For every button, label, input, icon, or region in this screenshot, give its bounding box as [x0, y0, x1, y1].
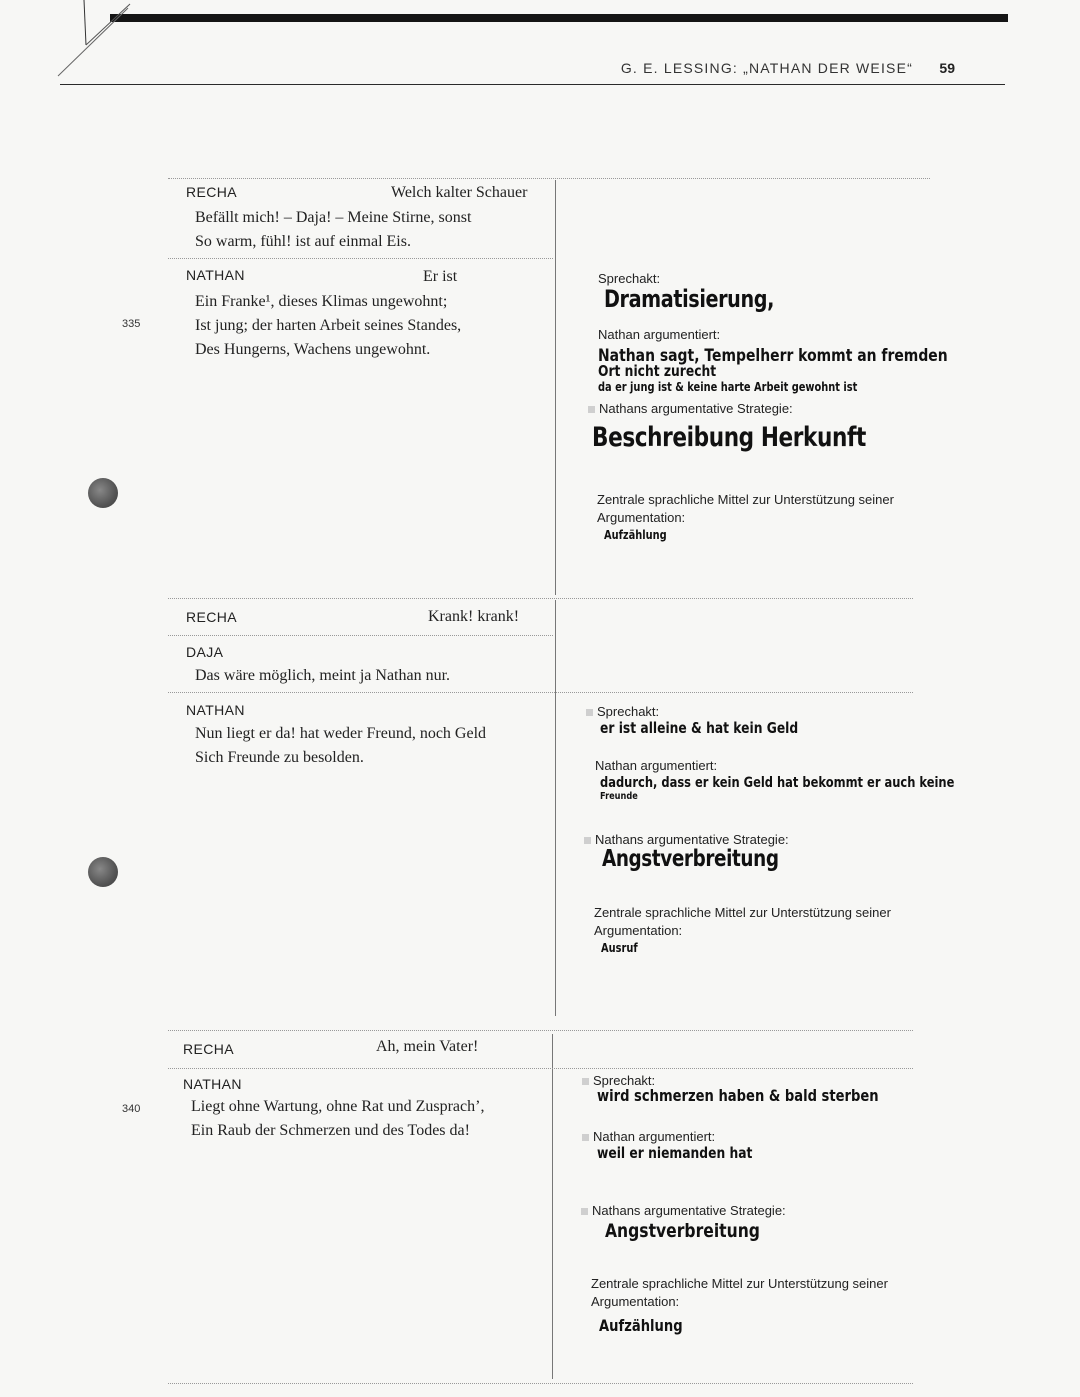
header-title: G. E. LESSING: „NATHAN DER WEISE“ — [620, 60, 913, 76]
nathan-cue: Er ist — [423, 268, 458, 285]
answer-strategie[interactable]: Beschreibung Herkunft — [592, 422, 866, 453]
speaker-nathan: NATHAN — [186, 702, 245, 718]
label-sprechakt: Sprechakt: — [598, 271, 661, 286]
page-number: 59 — [939, 60, 955, 76]
label-argumentiert: Nathan argumentiert: — [595, 758, 718, 773]
answer-sprechakt[interactable]: er ist alleine & hat kein Geld — [600, 719, 799, 737]
speaker-recha: RECHA — [183, 1041, 235, 1057]
daja-line: Das wäre möglich, meint ja Nathan nur. — [195, 667, 451, 684]
answer-argumentiert[interactable]: da er jung ist & keine harte Arbeit gewohnt ist — [598, 380, 858, 394]
answer-argumentiert[interactable]: Freunde — [600, 791, 638, 802]
recha-line: So warm, fühl! ist auf einmal Eis. — [195, 233, 411, 250]
label-mittel: Zentrale sprachliche Mittel zur Unterstützung seiner Argumentation: — [591, 1276, 888, 1309]
separator — [168, 1068, 913, 1069]
column-divider — [555, 600, 556, 1016]
nathan-line: Des Hungerns, Wachens ungewohnt. — [195, 341, 431, 358]
answer-argumentiert[interactable]: dadurch, dass er kein Geld hat bekommt er auch keine — [600, 775, 955, 791]
recha-cue: Welch kalter Schauer — [391, 184, 528, 201]
label-mittel: Zentrale sprachliche Mittel zur Unterstützung seiner Argumentation: — [597, 492, 894, 525]
answer-sprechakt[interactable]: wird schmerzen haben & bald sterben — [597, 1086, 879, 1105]
answer-mittel[interactable]: Aufzählung — [599, 1316, 683, 1335]
answer-mittel[interactable]: Aufzählung — [604, 528, 667, 542]
separator — [168, 178, 930, 179]
answer-argumentiert[interactable]: Nathan sagt, Tempelherr kommt an fremden — [598, 346, 948, 366]
punch-hole — [88, 857, 118, 887]
separator — [168, 635, 553, 636]
line-number: 340 — [122, 1103, 141, 1115]
separator — [168, 1030, 913, 1031]
separator — [168, 258, 553, 259]
answer-argumentiert[interactable]: weil er niemanden hat — [597, 1144, 753, 1162]
recha-cue: Ah, mein Vater! — [376, 1038, 479, 1055]
label-strategie: Nathans argumentative Strategie: — [581, 1202, 786, 1220]
label-strategie: Nathans argumentative Strategie: — [584, 831, 789, 849]
speaker-nathan: NATHAN — [186, 267, 245, 283]
answer-sprechakt[interactable]: Dramatisierung, — [604, 285, 774, 313]
nathan-line: Sich Freunde zu besolden. — [195, 749, 364, 766]
punch-hole — [88, 478, 118, 508]
recha-line: Befällt mich! – Daja! – Meine Stirne, sonst — [195, 209, 472, 226]
speaker-recha: RECHA — [186, 609, 238, 625]
answer-strategie[interactable]: Angstverbreitung — [602, 846, 779, 872]
answer-mittel[interactable]: Ausruf — [601, 941, 638, 955]
label-argumentiert: Nathan argumentiert: — [582, 1128, 715, 1146]
speaker-nathan: NATHAN — [183, 1076, 242, 1092]
answer-strategie[interactable]: Angstverbreitung — [605, 1220, 760, 1242]
label-mittel: Zentrale sprachliche Mittel zur Unterstützung seiner Argumentation: — [594, 905, 891, 938]
answer-argumentiert[interactable]: Ort nicht zurecht — [598, 362, 717, 380]
label-sprechakt: Sprechakt: — [586, 703, 659, 721]
speaker-recha: RECHA — [186, 184, 238, 200]
nathan-line: Ein Raub der Schmerzen und des Todes da! — [191, 1122, 470, 1139]
column-divider — [552, 1034, 553, 1379]
running-header — [60, 60, 1005, 85]
separator — [168, 598, 913, 599]
nathan-line: Nun liegt er da! hat weder Freund, noch Geld — [195, 725, 487, 742]
label-strategie: Nathans argumentative Strategie: — [588, 400, 793, 418]
column-divider — [555, 180, 556, 595]
nathan-line: Ist jung; der harten Arbeit seines Standes, — [195, 317, 462, 334]
line-number: 335 — [122, 318, 141, 330]
top-rule — [110, 14, 1008, 22]
label-argumentiert: Nathan argumentiert: — [598, 327, 721, 342]
nathan-line: Liegt ohne Wartung, ohne Rat und Zusprach’, — [191, 1098, 485, 1115]
separator — [168, 1383, 913, 1384]
label-sprechakt: Sprechakt: — [582, 1072, 655, 1090]
recha-cue: Krank! krank! — [428, 608, 520, 625]
separator — [168, 692, 913, 693]
nathan-line: Ein Franke¹, dieses Klimas ungewohnt; — [195, 293, 448, 310]
speaker-daja: DAJA — [186, 644, 224, 660]
